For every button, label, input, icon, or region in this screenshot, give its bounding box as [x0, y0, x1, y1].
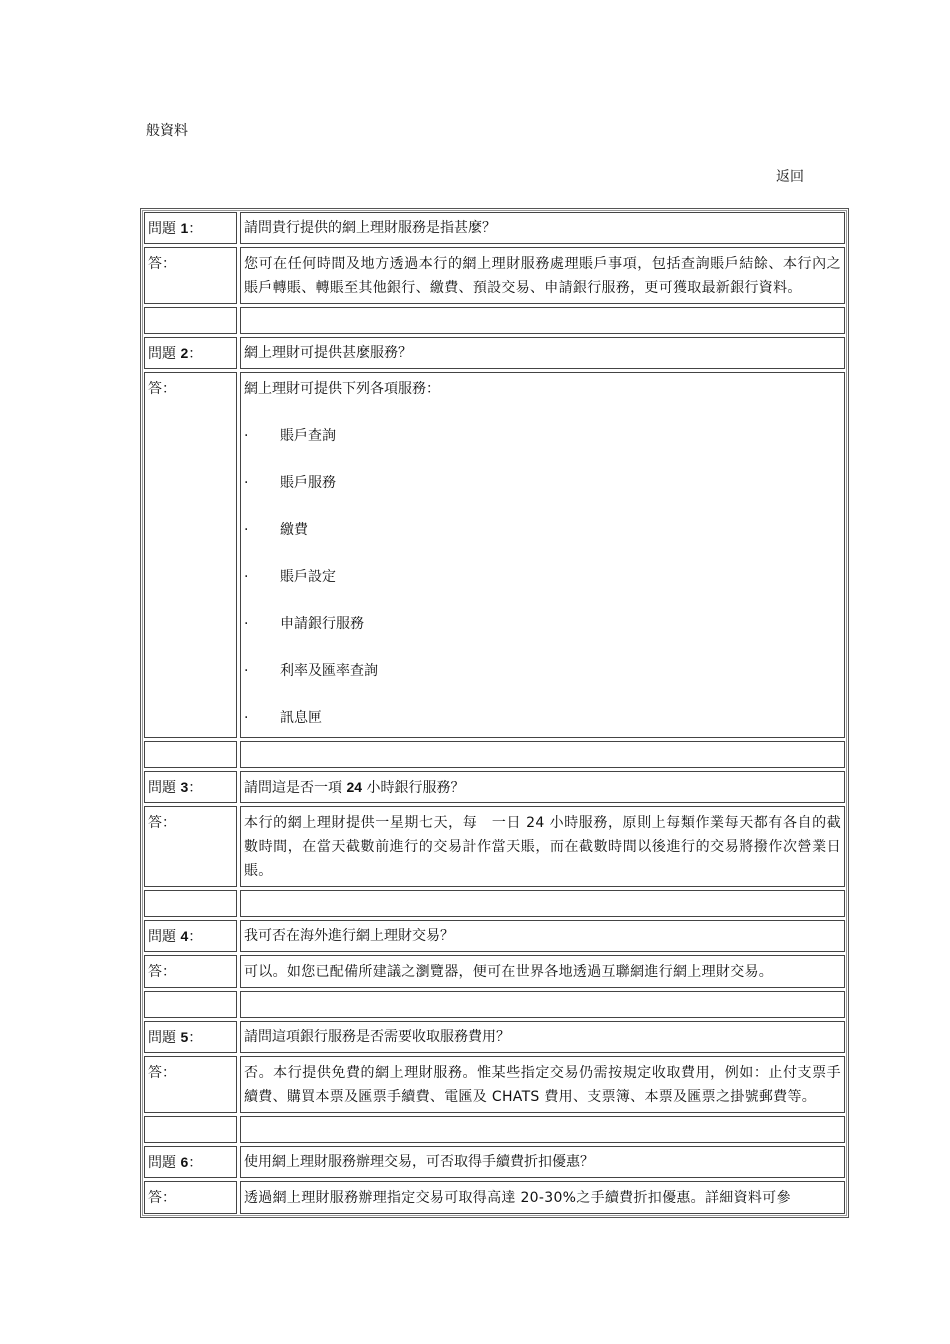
faq-question-row: [144, 771, 845, 803]
bullet-icon: ·: [244, 475, 249, 491]
service-list: [244, 424, 841, 734]
faq-question-row: [144, 1146, 845, 1178]
question-label: 問題 4：: [144, 920, 237, 952]
bullet-icon: ·: [244, 569, 249, 585]
faq-question-row: [144, 212, 845, 244]
service-label: 賬戶查詢: [280, 428, 336, 444]
answer-label: 答：: [144, 247, 237, 304]
bullet-icon: ·: [244, 710, 249, 726]
service-label: 利率及匯率查詢: [280, 663, 378, 679]
answer-cell: [240, 372, 845, 738]
question-label: 問題 6：: [144, 1146, 237, 1178]
faq-table: [140, 208, 849, 1218]
answer-label: 答：: [144, 955, 237, 988]
answer-label: 答：: [144, 372, 237, 738]
faq-question-row: [144, 1021, 845, 1053]
back-link[interactable]: 返回: [776, 169, 804, 185]
question-text: 網上理財可提供甚麼服務？: [240, 337, 845, 369]
list-item: [244, 706, 841, 734]
question-text: 使用網上理財服務辦理交易，可否取得手續費折扣優惠？: [240, 1146, 845, 1178]
list-item: [244, 612, 841, 659]
faq-answer-row: [144, 247, 845, 304]
spacer-row: [144, 307, 845, 334]
list-item: [244, 518, 841, 565]
faq-answer-row: [144, 955, 845, 988]
faq-answer-row: [144, 1056, 845, 1113]
answer-text: 否。本行提供免費的網上理財服務。惟某些指定交易仍需按規定收取費用，例如：止付支票手續費、購買本票及匯票手續費、電匯及 CHATS 費用、支票簿、本票及匯票之掛號郵費等。: [240, 1056, 845, 1113]
spacer-row: [144, 890, 845, 917]
question-label: 問題 1：: [144, 212, 237, 244]
service-label: 繳費: [280, 522, 308, 538]
spacer-row: [144, 1116, 845, 1143]
service-label: 賬戶設定: [280, 569, 336, 585]
bullet-icon: ·: [244, 663, 249, 679]
question-label: 問題 2：: [144, 337, 237, 369]
question-text: 請問貴行提供的網上理財服務是指甚麼？: [240, 212, 845, 244]
faq-question-row: [144, 337, 845, 369]
page-title: 般資料: [146, 123, 188, 139]
spacer-row: [144, 991, 845, 1018]
question-text: 請問這是否一項 24 小時銀行服務？: [240, 771, 845, 803]
question-label: 問題 3：: [144, 771, 237, 803]
list-item: [244, 471, 841, 518]
faq-question-row: [144, 920, 845, 952]
list-item: [244, 659, 841, 706]
answer-text: 網上理財可提供下列各項服務：: [244, 381, 440, 397]
answer-text: 本行的網上理財提供一星期七天，每 一日 24 小時服務，原則上每類作業每天都有各自的截數時間，在當天截數前進行的交易計作當天賬，而在截數時間以後進行的交易將撥作次營業日賬。: [240, 806, 845, 887]
list-item: [244, 424, 841, 471]
answer-text: 可以。如您已配備所建議之瀏覽器，便可在世界各地透過互聯網進行網上理財交易。: [240, 955, 845, 988]
answer-label: 答：: [144, 806, 237, 887]
faq-answer-row: [144, 372, 845, 738]
spacer-row: [144, 741, 845, 768]
service-label: 賬戶服務: [280, 475, 336, 491]
bullet-icon: ·: [244, 616, 249, 632]
list-item: [244, 565, 841, 612]
service-label: 申請銀行服務: [280, 616, 364, 632]
answer-label: 答：: [144, 1181, 237, 1214]
answer-label: 答：: [144, 1056, 237, 1113]
faq-answer-row: [144, 806, 845, 887]
answer-text: 透過網上理財服務辦理指定交易可取得高達 20-30%之手續費折扣優惠。詳細資料可參: [240, 1181, 845, 1214]
bullet-icon: ·: [244, 522, 249, 538]
question-label: 問題 5：: [144, 1021, 237, 1053]
bullet-icon: ·: [244, 428, 249, 444]
faq-answer-row: [144, 1181, 845, 1214]
answer-text: 您可在任何時間及地方透過本行的網上理財服務處理賬戶事項，包括查詢賬戶結餘、本行內之賬戶轉賬、轉賬至其他銀行、繳費、預設交易、申請銀行服務，更可獲取最新銀行資料。: [240, 247, 845, 304]
service-label: 訊息匣: [280, 710, 322, 726]
question-text: 請問這項銀行服務是否需要收取服務費用？: [240, 1021, 845, 1053]
question-text: 我可否在海外進行網上理財交易？: [240, 920, 845, 952]
